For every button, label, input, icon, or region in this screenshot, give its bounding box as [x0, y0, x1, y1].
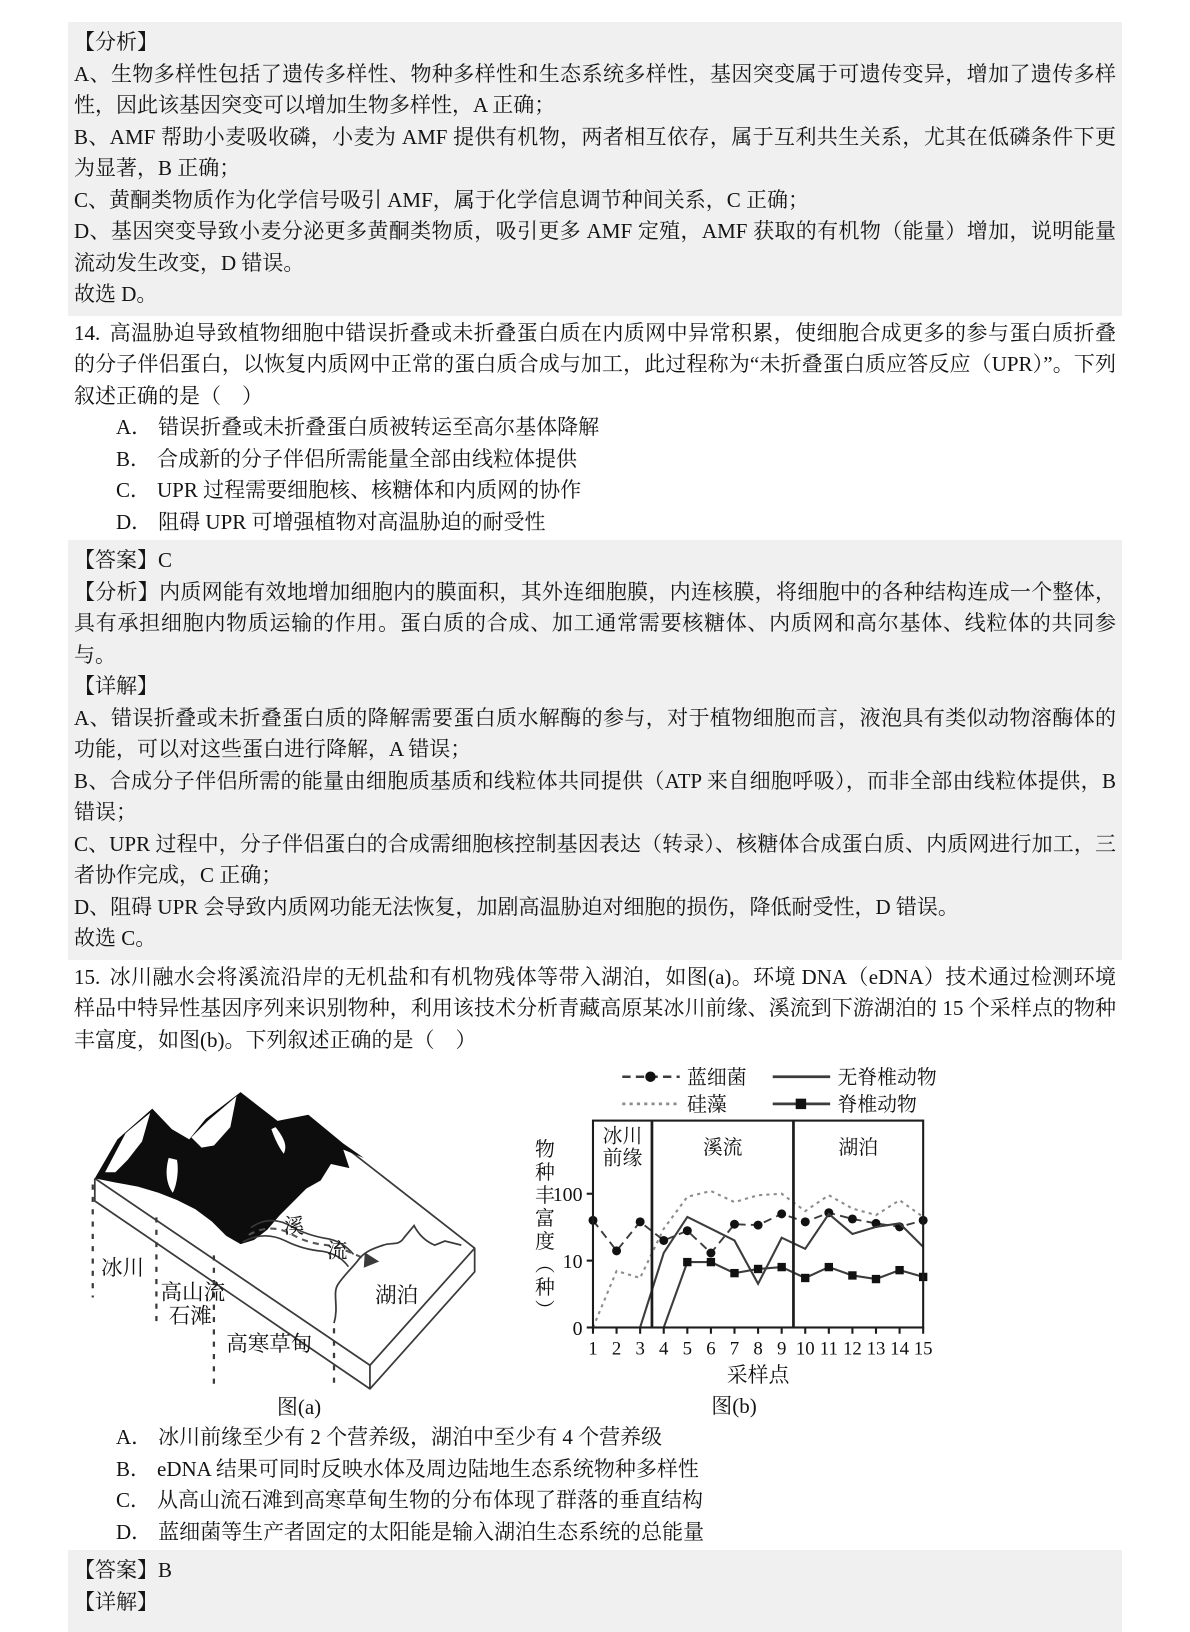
detail-tag: 【详解】	[74, 674, 158, 698]
data-point	[801, 1217, 810, 1226]
analysis-item-c: C、黄酮类物质作为化学信号吸引 AMF，属于化学信息调节种间关系，C 正确；	[74, 187, 810, 212]
x-tick-label: 3	[635, 1338, 645, 1360]
label-scree-line1: 高山流	[160, 1280, 226, 1305]
series-line	[593, 1191, 923, 1327]
chart-series	[588, 1191, 927, 1327]
analysis-item-d: D、基因突变导致小麦分泌更多黄酮类物质，吸引更多 AMF 定殖，AMF 获取的有机物（能量）增加，说明能量流动发生改变，D 错误。	[74, 219, 1116, 275]
x-tick-label: 4	[659, 1338, 669, 1360]
x-tick-label: 1	[588, 1338, 598, 1360]
x-tick-label: 15	[913, 1338, 933, 1360]
label-meadow: 高寒草甸	[226, 1331, 313, 1356]
data-point	[636, 1217, 645, 1226]
x-tick-label: 12	[843, 1338, 862, 1360]
detail-conclusion: 故选 C。	[74, 926, 157, 950]
data-point	[801, 1274, 809, 1282]
analysis-line: 【分析】内质网能有效地增加细胞内的膜面积，其外连细胞膜，内连核膜，将细胞中的各种结构连成一个整体，具有承担细胞内物质运输的作用。蛋白质的合成、加工通常需要核糖体、内质网和高尔基体、线粒体的共同参与。	[74, 579, 1117, 667]
question-text: 冰川融水会将溪流沿岸的无机盐和有机物残体等带入湖泊，如图(a)。环境 DNA（eDNA）技术通过检测环境样品中特异性基因序列来识别物种，利用该技术分析青藏高原某冰川前缘、溪流到下游湖泊的 15 个采样点的物种丰富度，如图(b)。下列叙述正确的是（ ）	[74, 964, 1116, 1052]
label-lake: 湖泊	[375, 1283, 419, 1308]
x-tick-label: 5	[682, 1338, 693, 1360]
x-axis-title: 采样点	[726, 1362, 790, 1386]
data-point	[659, 1236, 668, 1245]
question-14	[68, 316, 1122, 541]
x-tick-label: 10	[795, 1338, 815, 1360]
option-c: C． 从高山流石滩到高寒草甸生物的分布体现了群落的垂直结构	[116, 1488, 704, 1512]
answer-line	[68, 545, 1122, 577]
data-point	[895, 1266, 903, 1274]
x-tick-label: 11	[819, 1338, 838, 1360]
answer-line	[68, 1555, 1122, 1587]
q15-answer-block	[68, 1550, 1122, 1632]
data-point	[730, 1269, 738, 1277]
legend-label: 蓝细菌	[687, 1067, 747, 1090]
data-point	[706, 1249, 715, 1258]
detail-tag: 【详解】	[74, 1589, 158, 1614]
label-stream-char2: 流	[326, 1240, 348, 1263]
legend-label: 硅藻	[687, 1094, 727, 1117]
figure-a-caption: 图(a)	[276, 1395, 322, 1419]
x-tick-label: 14	[890, 1338, 909, 1360]
detail-heading	[68, 671, 1122, 703]
question-15	[68, 960, 1122, 1551]
option-d: D． 蓝细菌等生产者固定的太阳能是输入湖泊生态系统的总能量	[116, 1519, 705, 1544]
q13-analysis-block	[68, 22, 1122, 316]
y-tick-label: 10	[562, 1250, 583, 1273]
legend-label: 脊椎动物	[837, 1094, 917, 1117]
data-point	[683, 1258, 691, 1266]
question-14-stem	[68, 318, 1122, 413]
analysis-item-b: B、AMF 帮助小麦吸收磷，小麦为 AMF 提供有机物，两者相互依存，属于互利共生关系，尤其在低磷条件下更为显著，B 正确；	[74, 124, 1116, 180]
x-tick-label: 7	[729, 1338, 740, 1360]
x-tick-label: 13	[866, 1338, 886, 1360]
data-point	[777, 1263, 785, 1271]
figure-a	[74, 1060, 524, 1420]
figure-b	[524, 1060, 944, 1419]
data-point	[825, 1263, 833, 1271]
data-point	[848, 1214, 857, 1223]
answer-tag: 【答案】	[74, 548, 158, 572]
question-text: 高温胁迫导致植物细胞中错误折叠或未折叠蛋白质在内质网中异常积累，使细胞合成更多的参与蛋白质折叠的分子伴侣蛋白，以恢复内质网中正常的蛋白质合成与加工，此过程称为“未折叠蛋白质应答反应（UPR）”。下列叙述正确的是（ ）	[74, 320, 1116, 408]
figures-row	[68, 1060, 1122, 1420]
option-a: A． 冰川前缘至少有 2 个营养级，湖泊中至少有 4 个营养级	[116, 1425, 663, 1449]
y-tick-label: 0	[572, 1317, 583, 1340]
detail-item-a: A、错误折叠或未折叠蛋白质的降解需要蛋白质水解酶的参与，对于植物细胞而言，液泡具有类似动物溶酶体的功能，可以对这些蛋白进行降解，A 错误；	[74, 705, 1116, 761]
chart-legend	[622, 1067, 937, 1116]
data-point	[707, 1258, 715, 1266]
figure-a-illustration	[74, 1086, 516, 1394]
x-tick-label: 2	[611, 1338, 622, 1360]
data-point	[683, 1226, 692, 1235]
legend-label: 无脊椎动物	[837, 1067, 937, 1090]
question-number: 15.	[74, 964, 101, 989]
x-tick-label: 6	[706, 1338, 716, 1360]
region-label: 湖泊	[838, 1137, 879, 1160]
data-point	[848, 1271, 856, 1279]
data-point	[754, 1265, 762, 1273]
analysis-item-a: A、生物多样性包括了遗传多样性、物种多样性和生态系统多样性，基因突变属于可遗传变异，增加了遗传多样性，因此该基因突变可以增加生物多样性，A 正确；	[74, 61, 1116, 117]
answer-tag: 【答案】	[74, 1558, 158, 1582]
detail-item-b: B、合成分子伴侣所需的能量由细胞质基质和线粒体共同提供（ATP 来自细胞呼吸），而非全部由线粒体提供，B 错误；	[74, 768, 1116, 824]
data-point	[754, 1221, 763, 1230]
stream-arrow	[364, 1252, 379, 1267]
x-tick-label: 9	[776, 1338, 787, 1360]
label-glacier: 冰川	[100, 1255, 145, 1280]
y-tick-label: 100	[552, 1184, 583, 1207]
question-15-stem	[68, 962, 1122, 1057]
option-c: C． UPR 过程需要细胞核、核糖体和内质网的协作	[116, 478, 582, 502]
figure-b-caption: 图(b)	[711, 1394, 757, 1418]
species-richness-chart	[524, 1060, 942, 1386]
analysis-conclusion: 故选 D。	[74, 282, 158, 306]
option-b: B． 合成新的分子伴侣所需能量全部由线粒体提供	[116, 446, 578, 471]
detail-item-d: D、阻碍 UPR 会导致内质网功能无法恢复，加剧高温胁迫对细胞的损伤，降低耐受性，D 错误。	[74, 894, 959, 919]
detail-item-c: C、UPR 过程中，分子伴侣蛋白的合成需细胞核控制基因表达（转录）、核糖体合成蛋白质、内质网进行加工，三者协作完成，C 正确；	[74, 831, 1116, 887]
analysis-tag: 【分析】	[74, 30, 158, 54]
x-tick-label: 8	[753, 1338, 763, 1360]
q14-answer-block	[68, 540, 1122, 960]
data-point	[872, 1275, 880, 1283]
analysis-tag: 【分析】	[74, 579, 160, 604]
question-number: 14.	[74, 320, 101, 345]
region-label: 溪流	[702, 1137, 743, 1160]
data-point	[612, 1246, 621, 1255]
region-label: 冰川前缘	[602, 1125, 643, 1170]
analysis-heading	[68, 27, 1122, 59]
y-axis-title: 物种丰富度︵种︶	[534, 1139, 555, 1323]
answer-value: B	[158, 1558, 173, 1582]
detail-heading	[68, 1587, 1122, 1619]
option-b: B． eDNA 结果可同时反映水体及周边陆地生态系统物种多样性	[116, 1456, 699, 1481]
label-scree-line2: 石滩	[168, 1304, 212, 1329]
data-point	[730, 1220, 739, 1229]
option-d: D． 阻碍 UPR 可增强植物对高温胁迫的耐受性	[116, 509, 546, 534]
option-a: A． 错误折叠或未折叠蛋白质被转运至高尔基体降解	[116, 415, 600, 439]
label-stream-char1: 溪	[283, 1215, 305, 1238]
data-point	[777, 1209, 786, 1218]
answer-value: C	[158, 548, 173, 572]
